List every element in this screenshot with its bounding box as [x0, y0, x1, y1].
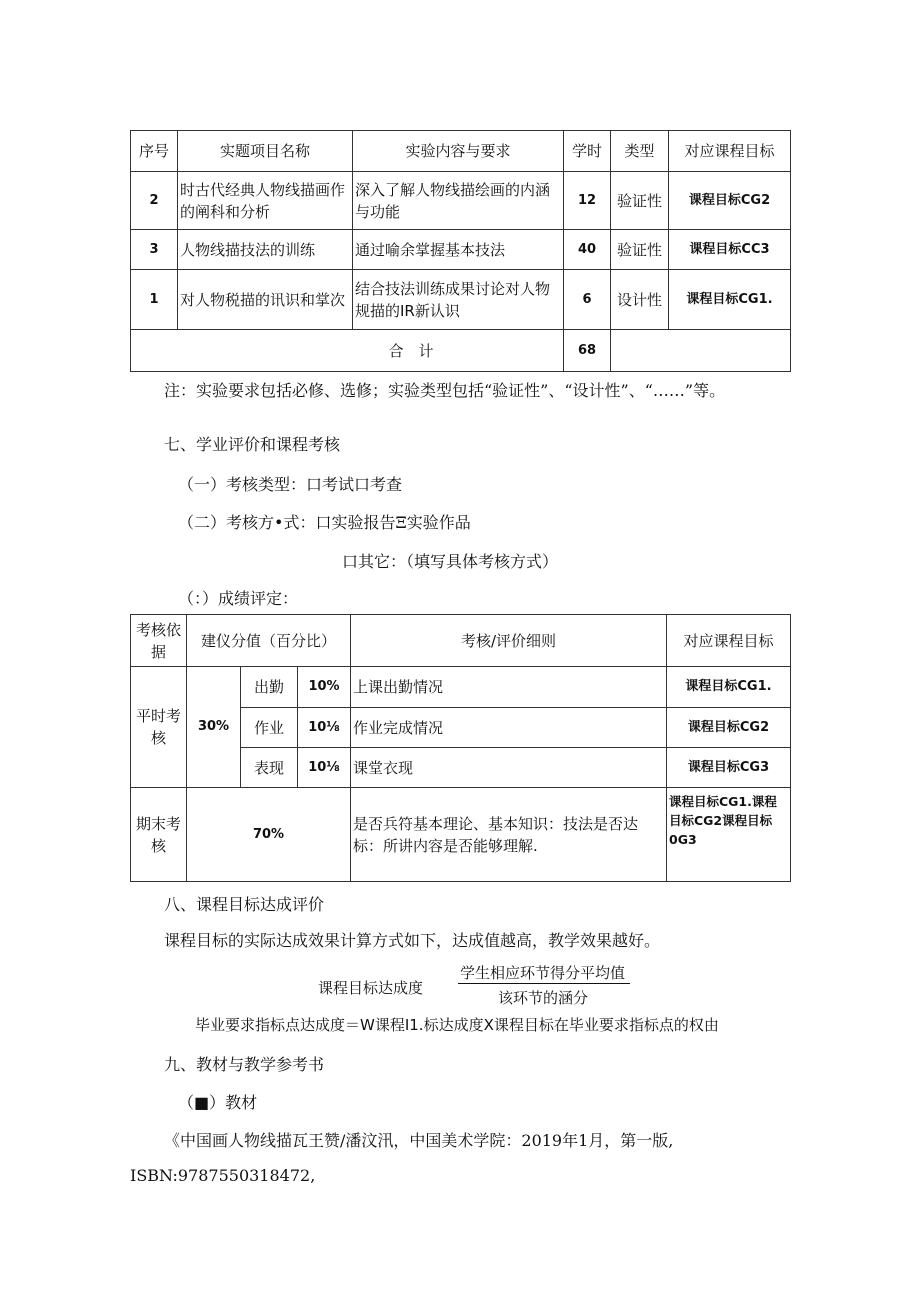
exam-method-line: （二）考核方•式：口实验报告Ξ实验作品 [178, 513, 471, 532]
final-label: 期末考核 [131, 788, 187, 882]
formula1-denominator: 该环节的涵分 [498, 989, 589, 1007]
header-target: 对应课程目标 [667, 615, 791, 667]
exam-other-line: 口其它：（填写具体考核方式） [342, 552, 559, 571]
formula2: 毕业要求指标点达成度＝W课程I1.标达成度X课程目标在毕业要求指标点的权由 [195, 1016, 719, 1034]
table-row: 平时考核 30% 出勤 10% 上课出勤情况 课程目标CG1. [131, 667, 791, 708]
table-row: 表现 10⅛ 课堂衣现 课程目标CG3 [131, 748, 791, 788]
formula1-numerator: 学生相应环节得分平均值 [460, 964, 626, 982]
regular-label: 平时考核 [131, 667, 187, 788]
header-index: 序号 [131, 131, 178, 172]
header-name: 实题项目名称 [178, 131, 353, 172]
regular-percent: 30% [187, 667, 241, 788]
table-row: 2 时古代经典人物线描画作的阐科和分析 深入了解人物线描绘画的内涵与功能 12 验证性 课程目标CG2 [131, 172, 791, 230]
section8-title: 八、课程目标达成评价 [164, 895, 325, 914]
final-percent: 70% [187, 788, 351, 882]
fraction-bar [458, 983, 630, 984]
exam-type-line: （一）考核类型：口考试口考查 [178, 475, 403, 494]
table-row: 期末考核 70% 是否兵符基本理论、基本知识：技法是否达标：所讲内容是否能够理解. 课程目标CG1.课程目标CG2课程目标0G3 [131, 788, 791, 882]
header-basis: 考核依据 [131, 615, 187, 667]
section9-title: 九、教材与教学参考书 [164, 1055, 325, 1074]
assessment-table [130, 614, 791, 882]
formula1-left: 课程目标达成度 [318, 979, 424, 997]
textbook-sub: （■）教材 [178, 1093, 258, 1112]
experiment-table [130, 130, 791, 372]
header-type: 类型 [611, 131, 669, 172]
header-content: 实验内容与要求 [353, 131, 564, 172]
header-target: 对应课程目标 [669, 131, 791, 172]
section7-title: 七、学业评价和课程考核 [164, 435, 341, 454]
table-note: 注：实验要求包括必修、选修；实验类型包括“验证性”、“设计性”、“……”等。 [164, 381, 726, 400]
grade-line: （：）成绩评定： [178, 589, 299, 608]
book-line-2: ISBN:9787550318472, [130, 1166, 316, 1185]
header-hours: 学时 [564, 131, 611, 172]
table-row: 1 对人物税描的讯识和掌次 结合技法训练成果讨论对人物规描的IR新认识 6 设计性 课程目标CG1. [131, 270, 791, 330]
book-line-1: 《中国画人物线描瓦王赞/潘汶汛，中国美术学院：2019年1月，第一版, [164, 1131, 674, 1150]
total-row: 合 计 68 [131, 330, 791, 372]
table-row: 作业 10⅛ 作业完成情况 课程目标CG2 [131, 708, 791, 748]
table-row: 3 人物线描技法的训练 通过喻余掌握基本技法 40 验证性 课程目标CC3 [131, 230, 791, 270]
header-weight: 建仪分值（百分比） [187, 615, 351, 667]
section8-desc: 课程目标的实际达成效果计算方式如下，达成值越高，教学效果越好。 [164, 931, 661, 950]
header-detail: 考核/评价细则 [351, 615, 667, 667]
